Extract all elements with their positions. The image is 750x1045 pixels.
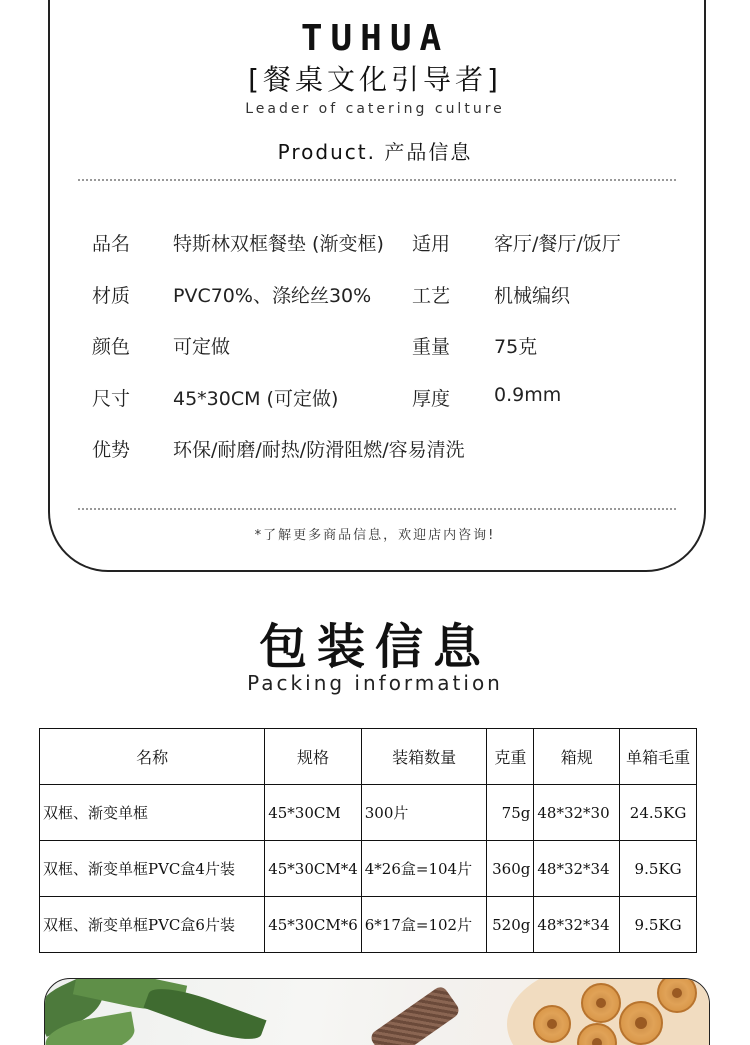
spec-label: 优势	[92, 439, 131, 461]
table-cell: 45*30CM*6	[265, 897, 362, 953]
table-row	[40, 841, 697, 897]
table-header-row	[40, 729, 697, 785]
spec-value: 0.9mm	[494, 384, 562, 406]
table-cell: 6*17盒=102片	[361, 897, 487, 953]
packing-title: 包装信息	[258, 619, 491, 675]
packing-table	[39, 728, 697, 953]
spec-value: 75克	[494, 336, 538, 358]
table-cell: 48*32*34	[534, 841, 620, 897]
spec-label: 材质	[92, 285, 131, 307]
spec-row	[0, 384, 750, 414]
spec-value: 可定做	[173, 336, 231, 358]
spec-row	[0, 229, 750, 259]
spec-row	[0, 281, 750, 311]
table-row	[40, 897, 697, 953]
table-cell: 75g	[487, 785, 534, 841]
table-cell: 双框、渐变单框PVC盒4片装	[40, 841, 265, 897]
spec-value: 机械编织	[494, 285, 571, 307]
table-cell: 48*32*34	[534, 897, 620, 953]
leaf-icon	[143, 979, 266, 1045]
table-cell: 45*30CM	[265, 785, 362, 841]
top-divider	[78, 179, 676, 181]
table-cell: 9.5KG	[620, 841, 697, 897]
cookie-icon	[619, 1001, 663, 1045]
spec-value: 环保/耐磨/耐热/防滑阻燃/容易清洗	[173, 439, 465, 461]
spec-label: 适用	[412, 233, 451, 255]
column-header: 装箱数量	[361, 729, 487, 785]
spec-label: 厚度	[412, 388, 451, 410]
spec-row-advantage	[0, 435, 750, 465]
table-cell: 4*26盒=104片	[361, 841, 487, 897]
table-cell: 双框、渐变单框	[40, 785, 265, 841]
cookie-icon	[581, 983, 621, 1023]
table-cell: 360g	[487, 841, 534, 897]
table-cell: 520g	[487, 897, 534, 953]
table-cell: 45*30CM*4	[265, 841, 362, 897]
column-header: 克重	[487, 729, 534, 785]
column-header: 箱规	[534, 729, 620, 785]
table-cell: 300片	[361, 785, 487, 841]
spec-value: 特斯林双框餐垫 (渐变框)	[173, 233, 384, 255]
spec-value: PVC70%、涤纶丝30%	[173, 285, 372, 307]
footer-note: *了解更多商品信息，欢迎店内咨询!	[254, 528, 496, 543]
spec-label: 颜色	[92, 336, 131, 358]
spec-label: 尺寸	[92, 388, 131, 410]
spec-value: 客厅/餐厅/饭厅	[494, 233, 621, 255]
spec-label: 重量	[412, 336, 451, 358]
table-cell: 48*32*30	[534, 785, 620, 841]
brand-slogan: [餐桌文化引导者]	[248, 63, 502, 96]
product-photo	[44, 978, 710, 1045]
packing-subtitle: Packing information	[247, 671, 503, 695]
column-header: 名称	[40, 729, 265, 785]
cookie-icon	[533, 1005, 571, 1043]
table-row	[40, 785, 697, 841]
brand-logo: TUHUA	[300, 18, 450, 59]
spec-value: 45*30CM (可定做)	[173, 388, 339, 410]
product-section-title: Product. 产品信息	[277, 140, 473, 164]
spec-label: 工艺	[412, 285, 451, 307]
spec-label: 品名	[92, 233, 131, 255]
brand-tagline: Leader of catering culture	[245, 101, 505, 117]
column-header: 单箱毛重	[620, 729, 697, 785]
column-header: 规格	[265, 729, 362, 785]
bottom-divider	[78, 508, 676, 510]
table-cell: 9.5KG	[620, 897, 697, 953]
table-cell: 24.5KG	[620, 785, 697, 841]
table-cell: 双框、渐变单框PVC盒6片装	[40, 897, 265, 953]
rolling-pin-icon	[368, 984, 461, 1045]
spec-row	[0, 332, 750, 362]
